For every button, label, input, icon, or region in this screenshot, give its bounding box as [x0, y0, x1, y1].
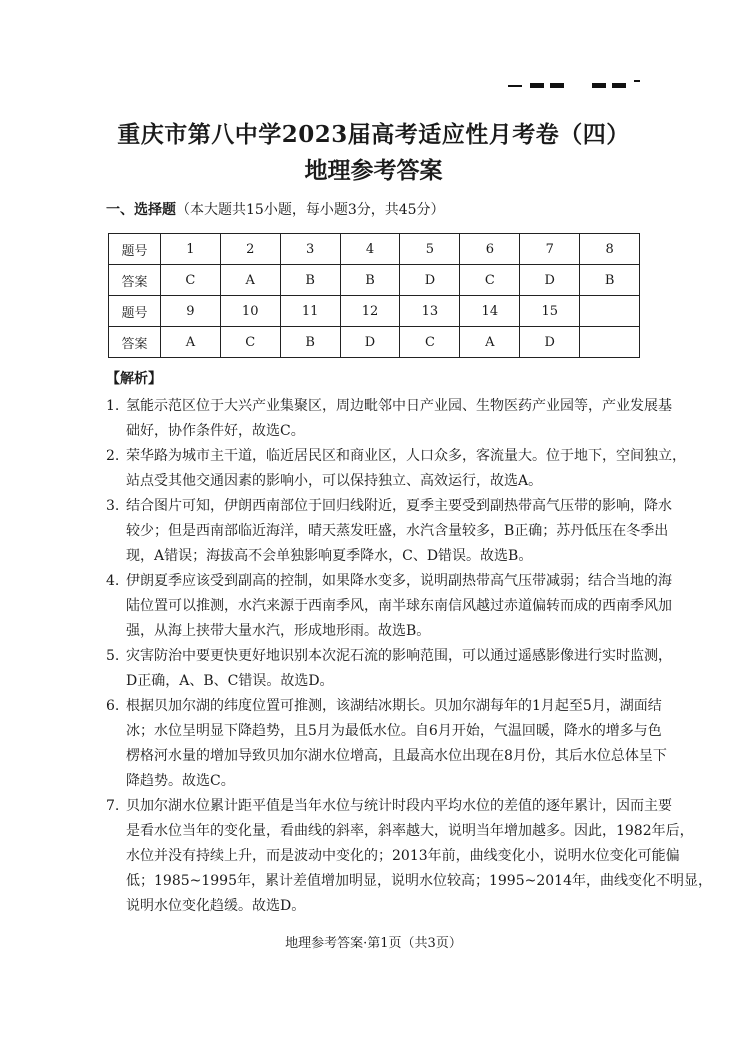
- table-cell: A: [460, 327, 520, 358]
- table-cell: 6: [460, 234, 520, 265]
- analysis-list: [106, 394, 712, 919]
- table-cell: [580, 327, 640, 358]
- row-header: 题号: [109, 296, 161, 327]
- table-cell: 5: [400, 234, 460, 265]
- line-text: 是看水位当年的变化量，看曲线的斜率，斜率越大，说明当年增加越多。因此，1982年后，: [126, 823, 694, 839]
- item-number: 2.: [106, 448, 120, 464]
- text-line: [106, 894, 646, 919]
- table-cell: B: [340, 265, 400, 296]
- line-text: 较少；但是西南部临近海洋，晴天蒸发旺盛，水汽含量较多，B正确；苏丹低压在冬季出: [126, 523, 669, 539]
- table-cell: A: [220, 265, 280, 296]
- text-line: [106, 519, 669, 544]
- text-line: [106, 594, 672, 619]
- document-subtitle: 地理参考答案: [304, 157, 443, 184]
- text-line: [106, 844, 680, 869]
- section-heading: [106, 199, 445, 219]
- text-line: [106, 394, 672, 419]
- text-line: [106, 494, 672, 519]
- text-line: [106, 744, 667, 769]
- line-text: 水位并没有持续上升，而是波动中变化的；2013年前，曲线变化小，说明水位变化可能偏: [126, 848, 680, 864]
- row-header: 答案: [109, 327, 161, 358]
- table-cell: 2: [220, 234, 280, 265]
- table-cell: 13: [400, 296, 460, 327]
- text-line: [106, 794, 672, 819]
- table-row: [109, 265, 640, 296]
- line-text: 氢能示范区位于大兴产业集聚区，周边毗邻中日产业园、生物医药产业园等，产业发展基: [126, 398, 672, 414]
- line-text: 荣华路为城市主干道，临近居民区和商业区，人口众多，客流量大。位于地下，空间独立，: [126, 448, 686, 464]
- row-header: 答案: [109, 265, 161, 296]
- table-cell: C: [460, 265, 520, 296]
- table-cell: 8: [580, 234, 640, 265]
- analysis-item: [106, 644, 672, 694]
- text-line: [106, 544, 646, 569]
- analysis-item: [106, 394, 672, 444]
- section-note: （本大题共15小题，每小题3分，共45分）: [176, 202, 445, 218]
- table-cell: B: [280, 265, 340, 296]
- line-text: 贝加尔湖水位累计距平值是当年水位与统计时段内平均水位的差值的逐年累计，因而主要: [126, 798, 672, 814]
- table-cell: 9: [161, 296, 221, 327]
- table-cell: [580, 296, 640, 327]
- text-line: [106, 619, 646, 644]
- line-text: 灾害防治中要更快更好地识别本次泥石流的影响范围，可以通过遥感影像进行实时监测，: [126, 648, 672, 664]
- section-title: 一、选择题: [106, 202, 176, 218]
- text-line: [106, 444, 686, 469]
- line-text: 根据贝加尔湖的纬度位置可推测，该湖结冰期长。贝加尔湖每年的1月起至5月，湖面结: [126, 698, 662, 714]
- analysis-item: [106, 569, 672, 644]
- page-footer: 地理参考答案·第1页（共3页）: [285, 936, 462, 951]
- item-number: 7.: [106, 798, 120, 814]
- text-line: [106, 469, 646, 494]
- table-cell: 1: [161, 234, 221, 265]
- item-number: 6.: [106, 698, 120, 714]
- text-line: [106, 869, 712, 894]
- table-cell: B: [280, 327, 340, 358]
- document-title: 重庆市第八中学2023届高考适应性月考卷（四）: [117, 121, 630, 148]
- line-text: 结合图片可知，伊朗西南部位于回归线附近，夏季主要受到副热带高气压带的影响，降水: [126, 498, 672, 514]
- line-text: D正确，A、B、C错误。故选D。: [126, 673, 334, 689]
- header-marks: [508, 80, 642, 90]
- text-line: [106, 819, 694, 844]
- text-line: [106, 644, 672, 669]
- table-cell: 14: [460, 296, 520, 327]
- item-number: 1.: [106, 398, 120, 414]
- table-row: [109, 327, 640, 358]
- line-text: 现，A错误；海拔高不会单独影响夏季降水，C、D错误。故选B。: [126, 548, 533, 564]
- text-line: [106, 669, 646, 694]
- analysis-heading: 【解析】: [106, 371, 162, 387]
- row-header: 题号: [109, 234, 161, 265]
- text-line: [106, 769, 646, 794]
- analysis-item: [106, 494, 672, 569]
- table-cell: C: [220, 327, 280, 358]
- line-text: 低；1985~1995年，累计差值增加明显，说明水位较高；1995~2014年，曲线变化不明显，: [126, 873, 712, 889]
- text-line: [106, 569, 672, 594]
- analysis-item: [106, 694, 667, 794]
- text-line: [106, 419, 646, 444]
- line-text: 说明水位变化趋缓。故选D。: [126, 898, 306, 914]
- line-text: 站点受其他交通因素的影响小，可以保持独立、高效运行，故选A。: [126, 473, 543, 489]
- table-cell: 10: [220, 296, 280, 327]
- line-text: 强，从海上挟带大量水汽，形成地形雨。故选B。: [126, 623, 431, 639]
- table-row: [109, 234, 640, 265]
- line-text: 降趋势。故选C。: [126, 773, 235, 789]
- item-number: 5.: [106, 648, 120, 664]
- line-text: 楞格河水量的增加导致贝加尔湖水位增高，且最高水位出现在8月份，其后水位总体呈下: [126, 748, 667, 764]
- table-cell: D: [400, 265, 460, 296]
- answer-table: [108, 233, 640, 358]
- table-cell: C: [400, 327, 460, 358]
- table-cell: C: [161, 265, 221, 296]
- text-line: [106, 719, 662, 744]
- table-cell: 7: [520, 234, 580, 265]
- text-line: [106, 694, 662, 719]
- table-cell: B: [580, 265, 640, 296]
- line-text: 础好，协作条件好，故选C。: [126, 423, 305, 439]
- table-cell: 12: [340, 296, 400, 327]
- table-cell: D: [520, 265, 580, 296]
- table-cell: 4: [340, 234, 400, 265]
- line-text: 冰；水位呈明显下降趋势，且5月为最低水位。自6月开始，气温回暖，降水的增多与色: [126, 723, 662, 739]
- table-cell: D: [340, 327, 400, 358]
- table-cell: 11: [280, 296, 340, 327]
- table-cell: D: [520, 327, 580, 358]
- analysis-item: [106, 444, 686, 494]
- table-row: [109, 296, 640, 327]
- line-text: 陆位置可以推测，水汽来源于西南季风，南半球东南信风越过赤道偏转而成的西南季风加: [126, 598, 672, 614]
- item-number: 4.: [106, 573, 120, 589]
- table-cell: A: [161, 327, 221, 358]
- analysis-item: [106, 794, 712, 919]
- line-text: 伊朗夏季应该受到副高的控制，如果降水变多，说明副热带高气压带减弱；结合当地的海: [126, 573, 672, 589]
- item-number: 3.: [106, 498, 120, 514]
- table-cell: 15: [520, 296, 580, 327]
- table-cell: 3: [280, 234, 340, 265]
